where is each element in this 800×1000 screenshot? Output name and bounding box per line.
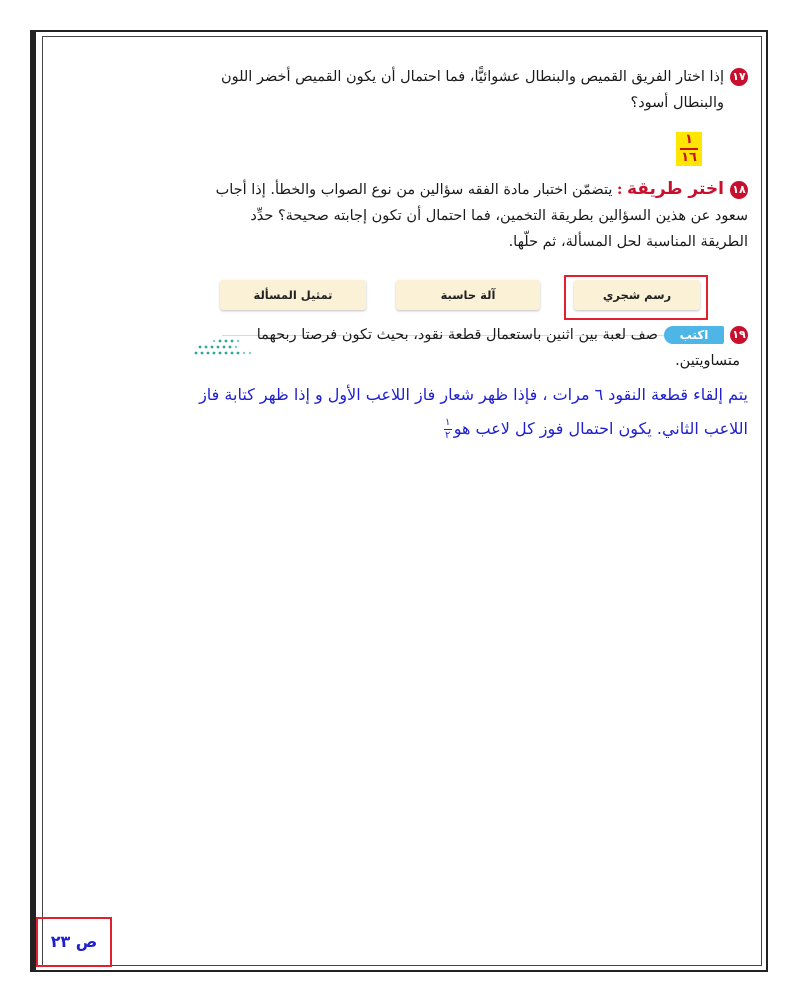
- keyword-colon: :: [617, 181, 623, 198]
- question-18-line3: الطريقة المناسبة لحل المسألة، ثم حلّها.: [508, 234, 748, 250]
- question-19-number: ١٩: [730, 326, 748, 344]
- answer-line1: يتم إلقاء قطعة النقود ٦ مرات ، فإذا ظهر شعار فاز اللاعب الأول و إذا ظهر كتابة فاز: [199, 385, 748, 404]
- question-18-line1: [108, 176, 748, 203]
- student-answer: [48, 378, 748, 446]
- write-badge: اكتب: [664, 326, 724, 344]
- fraction-numerator: ١: [685, 132, 693, 147]
- question-17: [108, 64, 748, 116]
- question-17-text-1: إذا اختار الفريق القميص والبنطال عشوائيًّا، فما احتمال أن يكون القميص أخضر اللون: [220, 69, 724, 85]
- answer-fraction-1-2: [444, 418, 452, 441]
- page-frame: [30, 30, 768, 972]
- ministry-logo-icon: [190, 333, 280, 359]
- answer-line2: [48, 412, 748, 446]
- question-18-line2: سعود عن هذين السؤالين بطريقة التخمين، فما احتمال أن تكون إجابته صحيحة؟ حدِّد: [250, 208, 748, 224]
- choose-method-label: اختر طريقة: [626, 179, 724, 199]
- question-17-number: ١٧: [730, 68, 748, 86]
- answer-frac-denominator: ٢: [445, 430, 451, 441]
- question-17-line2: والبنطال أسود؟: [630, 95, 724, 111]
- answer-fraction-1-16: [676, 132, 702, 166]
- question-17-line1: [108, 64, 748, 90]
- question-18: [108, 176, 748, 255]
- page-number: ص ٢٣: [36, 917, 112, 967]
- selected-option-highlight: [564, 275, 708, 320]
- question-19-text-1: صف لعبة بين اثنين باستعمال قطعة نقود، بحيث تكون فرصتا ربحهما: [256, 327, 658, 343]
- option-tree-diagram[interactable]: رسم شجري: [574, 280, 700, 310]
- question-18-text-1: يتضمّن اختبار مادة الفقه سؤالين من نوع الصواب والخطأ. إذا أجاب: [215, 182, 613, 198]
- answer-text-2: اللاعب الثاني. يكون احتمال فوز كل لاعب هو: [453, 419, 748, 438]
- fraction-denominator: ١٦: [681, 150, 697, 165]
- answer-frac-numerator: ١: [445, 417, 451, 428]
- option-calculator[interactable]: آلة حاسبة: [396, 280, 540, 310]
- question-18-number: ١٨: [730, 181, 748, 199]
- question-19-line2: متساويتين.: [675, 353, 740, 369]
- option-act-it-out[interactable]: تمثيل المسألة: [220, 280, 366, 310]
